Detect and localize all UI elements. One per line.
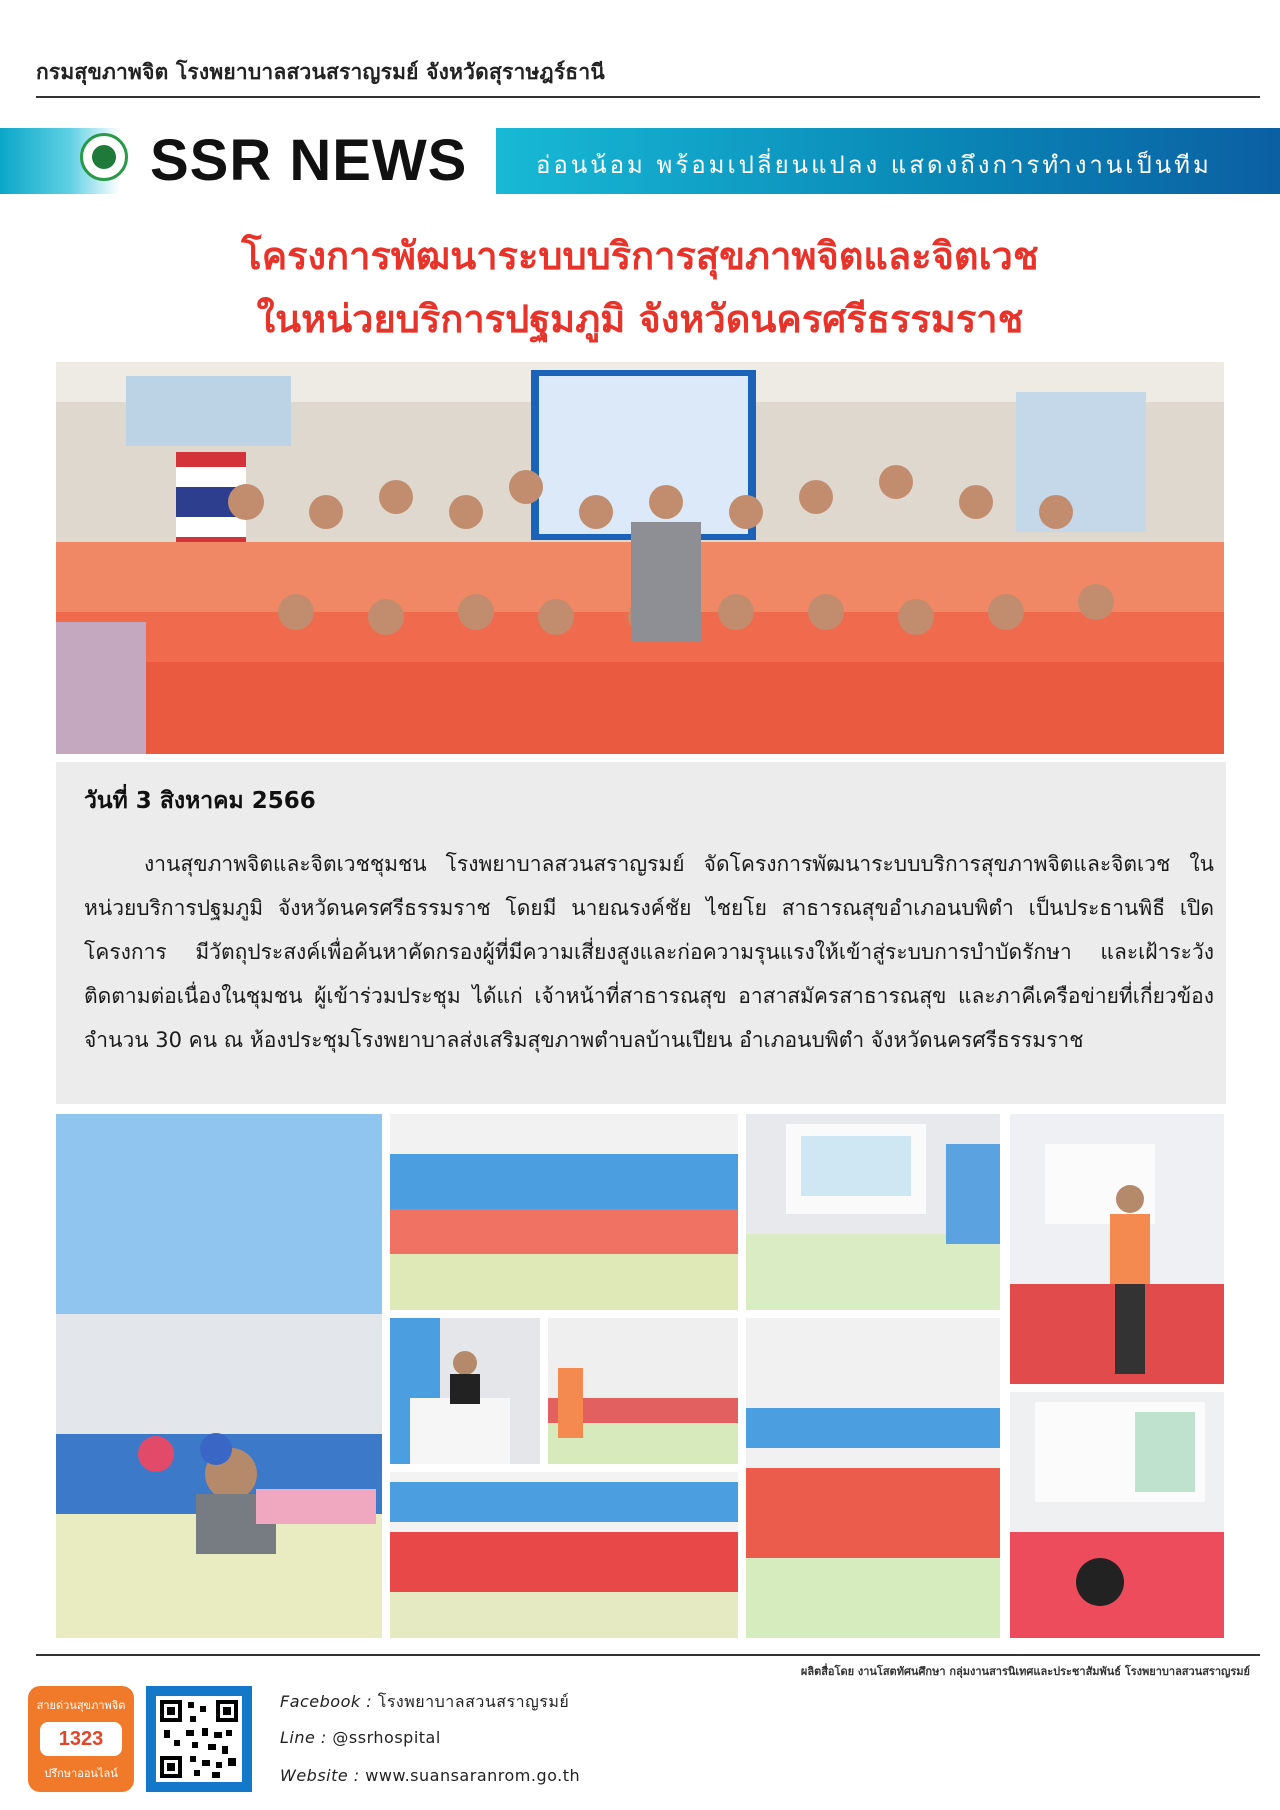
main-group-photo: [56, 362, 1224, 754]
brand-title: SSR NEWS: [150, 128, 468, 193]
header-divider: [36, 96, 1260, 98]
gallery-photo-red-shirts: [390, 1472, 738, 1638]
website-value[interactable]: www.suansaranrom.go.th: [365, 1766, 581, 1785]
contact-facebook: [280, 1690, 569, 1715]
gallery-photo-slide: [746, 1114, 1000, 1310]
facebook-label: Facebook :: [280, 1692, 373, 1711]
website-label: Website :: [280, 1766, 360, 1785]
gallery-photo-audience-close: [746, 1318, 1000, 1638]
gallery-photo-presenter-table: [56, 1114, 382, 1638]
seal-inner-icon: [92, 145, 116, 169]
headline-line-2: ในหน่วยบริการปฐมภูมิ จังหวัดนครศรีธรรมราช: [256, 297, 1024, 341]
facebook-value[interactable]: โรงพยาบาลสวนสราญรมย์: [377, 1692, 570, 1711]
contact-website: [280, 1766, 580, 1785]
organization-name: กรมสุขภาพจิต โรงพยาบาลสวนสราญรมย์ จังหวัดสุราษฎร์ธานี: [36, 60, 605, 84]
slogan: อ่อนน้อม พร้อมเปลี่ยนแปลง แสดงถึงการทำงานเป็นทีม: [536, 151, 1212, 179]
line-label: Line :: [280, 1728, 327, 1747]
article-body-text: งานสุขภาพจิตและจิตเวชชุมชน โรงพยาบาลสวนสราญรมย์ จัดโครงการพัฒนาระบบบริการสุขภาพจิตและจิตเวช ในหน่วยบริการปฐมภูมิ จังหวัดนครศรีธรรมราช โดยมี นายณรงค์ชัย ไชยโย สาธารณสุขอำเภอนบพิตำ เป็นประธานพิธี เปิดโครงการ มีวัตถุประสงค์เพื่อค้นหาคัดกรองผู้ที่มีความเสี่ยงสูงและก่อความรุนแรงให้เข้าสู่ระบบการบำบัดรักษา และเฝ้าระวังติดตามต่อเนื่องในชุมชน ผู้เข้าร่วมประชุม ได้แก่ เจ้าหน้าที่สาธารณสุข อาสาสมัครสาธารณสุข และภาคีเครือข่ายที่เกี่ยวข้อง จำนวน 30 คน ณ ห้องประชุมโรงพยาบาลส่งเสริมสุขภาพตำบลบ้านเปียน อำเภอนบพิตำ จังหวัดนครศรีธรรมราช: [84, 852, 1214, 1052]
line-value[interactable]: @ssrhospital: [332, 1728, 441, 1747]
gallery-photo-podium: [390, 1318, 540, 1464]
gallery-photo-workshop: [548, 1318, 738, 1464]
qr-code-icon: [156, 1696, 242, 1782]
hotline-subtitle: ปรึกษาออนไลน์: [44, 1767, 118, 1780]
gallery-photo-speaker-standing: [1010, 1114, 1224, 1384]
article-date: วันที่ 3 สิงหาคม 2566: [84, 788, 316, 814]
footer-divider: [36, 1654, 1260, 1656]
hotline-number: 1323: [40, 1722, 122, 1756]
headline-line-1: โครงการพัฒนาระบบบริการสุขภาพจิตและจิตเวช: [241, 234, 1039, 278]
production-credit: ผลิตสื่อโดย งานโสตทัศนศึกษา กลุ่มงานสารนิเทศและประชาสัมพันธ์ โรงพยาบาลสวนสราญรมย์: [800, 1665, 1250, 1678]
hotline-title: สายด่วนสุขภาพจิต: [36, 1699, 126, 1712]
gallery-photo-presenter-slides: [1010, 1392, 1224, 1638]
contact-line: [280, 1728, 441, 1747]
article-body: [84, 842, 1214, 1062]
gallery-photo-audience-wide: [390, 1114, 738, 1310]
